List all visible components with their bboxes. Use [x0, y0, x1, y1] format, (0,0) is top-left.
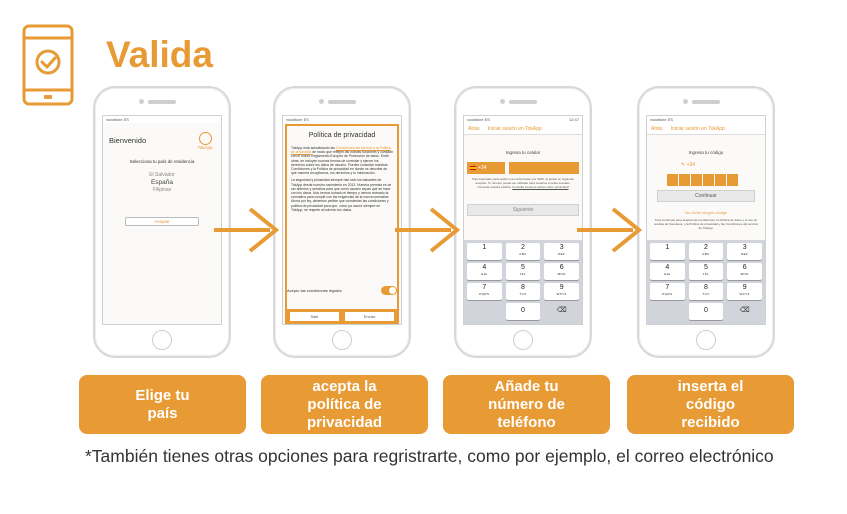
arrow-right-icon — [393, 205, 461, 255]
screen-privacy-policy — [282, 115, 402, 325]
phone-prefix-display: ✎ +34 — [681, 162, 696, 168]
code-input[interactable] — [667, 174, 738, 186]
phone-mockup-number — [454, 86, 592, 358]
code-digit-box[interactable] — [679, 174, 690, 186]
key-6[interactable]: 6 MNO — [544, 263, 579, 280]
key-3[interactable]: 3 DEF — [544, 243, 579, 260]
status-bar: vodafone ES — [647, 116, 765, 123]
key-5[interactable]: 5 JKL — [506, 263, 541, 280]
key-7[interactable]: 7 PQRS — [467, 283, 502, 300]
back-link[interactable]: Atrás — [468, 126, 480, 132]
code-field-label: Ingresa tu código — [688, 150, 724, 155]
nav-bar — [647, 123, 765, 135]
back-link[interactable]: Atrás — [651, 126, 663, 132]
spain-flag-icon — [470, 166, 476, 170]
code-digit-box[interactable] — [667, 174, 678, 186]
accept-terms-toggle[interactable] — [381, 286, 397, 295]
status-bar: vodafone ES 12:47 — [464, 116, 582, 123]
arrow-right-icon — [212, 205, 280, 255]
country-option-selected[interactable]: España — [150, 179, 174, 186]
screen-verification-code — [646, 115, 766, 325]
key-9[interactable]: 9 WXYZ — [544, 283, 579, 300]
key-4[interactable]: 4 GHI — [650, 263, 685, 280]
continue-button[interactable]: Continuar — [657, 190, 755, 202]
key-1[interactable]: 1 — [650, 243, 685, 260]
privacy-notice-link[interactable]: Consulta nuestros avisos sobre privacidad — [512, 184, 569, 189]
key-8[interactable]: 8 TUV — [689, 283, 724, 300]
key-7[interactable]: 7 PQRS — [650, 283, 685, 300]
key-1[interactable]: 1 — [467, 243, 502, 260]
key-0[interactable]: 0 — [689, 303, 724, 320]
key-4[interactable]: 4 GHI — [467, 263, 502, 280]
country-option[interactable]: El Salvador — [149, 172, 175, 178]
screen-phone-number — [463, 115, 583, 325]
resend-code-link[interactable]: No recibí ningún código — [684, 210, 728, 215]
screen-country-select — [102, 115, 222, 325]
phone-check-icon — [22, 24, 74, 106]
home-button[interactable] — [696, 330, 716, 350]
status-bar: vodafone ES — [283, 116, 401, 123]
key-9[interactable]: 9 WXYZ — [727, 283, 762, 300]
step-2-box: acepta la política de privacidad — [261, 375, 428, 434]
country-picker[interactable] — [103, 172, 221, 193]
nav-title: Iniciar sesión en TokApp — [670, 126, 725, 132]
welcome-heading: Bienvenido — [109, 136, 147, 145]
privacy-action-bar — [285, 309, 399, 324]
phone-field-label: Ingresa tu celular — [505, 150, 541, 155]
accept-terms-row — [287, 286, 397, 295]
nav-bar — [464, 123, 582, 135]
home-button[interactable] — [332, 330, 352, 350]
footnote: *También tienes otras opciones para regristrarte, como por ejemplo, el correo electrónico — [85, 446, 774, 466]
code-digit-box[interactable] — [715, 174, 726, 186]
key-3[interactable]: 3 DEF — [727, 243, 762, 260]
step-4-box: inserta el código recibido — [627, 375, 794, 434]
key-6[interactable]: 6 MNO — [727, 263, 762, 280]
nav-title: Iniciar sesión en TokApp — [487, 126, 542, 132]
key-2[interactable]: 2 ABC — [506, 243, 541, 260]
status-bar: vodafone ES — [103, 116, 221, 123]
privacy-text: TokApp está actualizando las Condiciones del servicio y la Política de privacidad de modo que reflejen las nuevas funciones y cumplan con el nuevo Reglamento Europeo de Protección de datos. Entre otras, se incluyen nuevas formas de controlar y ejercer los derechos sobre tus datos de usuario. Puedes consultar nuestras Condiciones y la Política de privacidad en donde se describe de qué manera recopilamos, tus derechos y tu información. La seguridad y privacidad siempre han sido los baluartes de TokApp desde nuestro nacimiento en 2013. Nuestra premisa es de ser abiertos y sencillos para que como usuario sepas qué se hace con tus datos. Nos hemos tomado el tiempo y hemos revisado la normativa para cumplir con las exigencias de la nueva normativa. Ahora por ley, debemos pedirte que consientas las condiciones y política de privacidad para que, como ya ocurre siempre en TokApp, se respete al máximo tus datos. — [291, 146, 393, 212]
phone-mockup-code — [637, 86, 775, 358]
accept-terms-label: Acepto las condiciones legales — [287, 288, 342, 293]
key-8[interactable]: 8 TUV — [506, 283, 541, 300]
step-1-box: Elige tu país — [79, 375, 246, 434]
step-3-box: Añade tu número de teléfono — [443, 375, 610, 434]
code-digit-box[interactable] — [703, 174, 714, 186]
code-digit-box[interactable] — [727, 174, 738, 186]
key-0[interactable]: 0 — [506, 303, 541, 320]
page-title: Valida — [106, 34, 213, 75]
terms-link[interactable]: Condiciones del servicio y la Política de privacidad — [291, 146, 391, 155]
home-button[interactable] — [152, 330, 172, 350]
phone-number-input[interactable] — [509, 162, 579, 174]
key-2[interactable]: 2 ABC — [689, 243, 724, 260]
numeric-keyboard — [647, 240, 765, 324]
phone-mockup-privacy — [273, 86, 411, 358]
backspace-icon[interactable]: ⌫ — [556, 307, 567, 314]
country-option[interactable]: Filipinas — [152, 187, 172, 193]
send-button[interactable]: Enviar — [345, 312, 394, 321]
accept-button[interactable]: Aceptar — [125, 217, 199, 226]
key-5[interactable]: 5 JKL — [689, 263, 724, 280]
privacy-title: Política de privacidad — [308, 132, 376, 139]
sms-notice: Tras ingresarlo para recibir una confirmación por SMS. Al pulsar en siguiente aceptas. Tu número puede ser utilizado para usuarios a redes sociales. Consulta nuestra política. Consulta nuestros avisos sobre privacidad — [471, 177, 575, 189]
country-prefix-select[interactable]: +34 — [467, 162, 505, 174]
backspace-icon[interactable]: ⌫ — [739, 307, 750, 314]
numeric-keyboard — [464, 240, 582, 324]
exit-button[interactable]: Salir — [290, 312, 339, 321]
home-button[interactable] — [513, 330, 533, 350]
country-select-label: Selecciona tu país de residencia — [129, 159, 195, 164]
arrow-right-icon — [575, 205, 643, 255]
phone-mockup-country — [93, 86, 231, 358]
next-button[interactable]: Siguiente — [467, 204, 579, 216]
code-digit-box[interactable] — [691, 174, 702, 186]
terms-notice: Toca Continuar para aceptar las Condiciones, la Política de datos y el uso de cookies de Facebook, y la Política de privacidad y las Condiciones del servicio de TokApp. — [653, 218, 759, 230]
tokapp-logo: TokApp — [195, 132, 215, 154]
